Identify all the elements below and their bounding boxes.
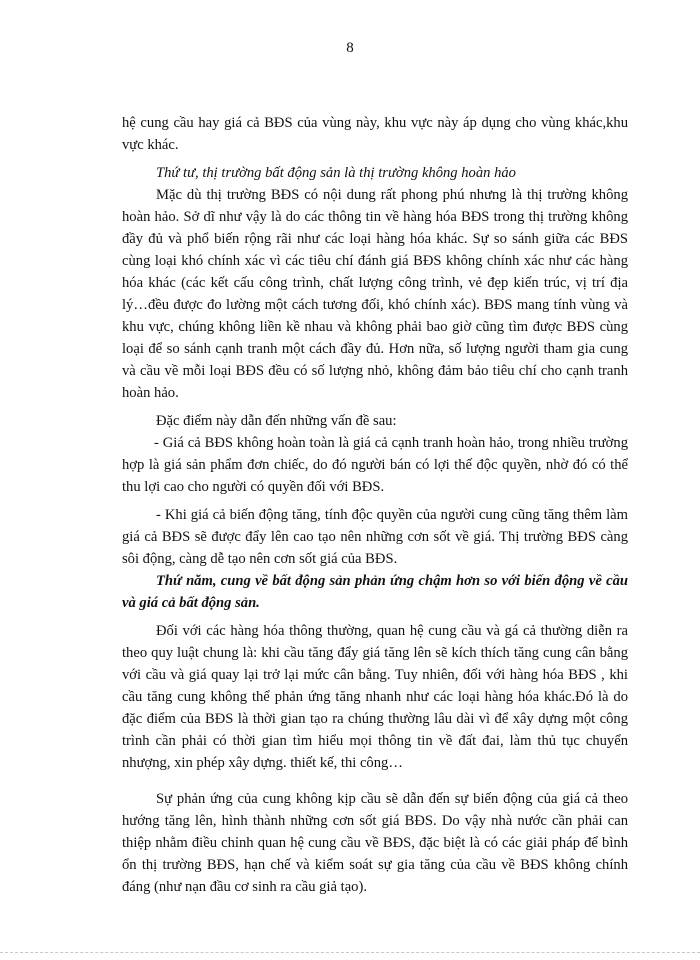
section-heading-fifth: Thứ năm, cung về bất động sản phản ứng chậm hơn so với biến động về cầu và giá cả bất động sản. xyxy=(122,573,628,611)
section-heading-fourth: Thứ tư, thị trường bất động sản là thị trường không hoàn hảo xyxy=(156,165,516,181)
document-body xyxy=(122,112,628,898)
paragraph-state-intervention: Sự phản ứng của cung không kịp cầu sẽ dẫn đến sự biến động của giá cả theo hướng tăng lên, hình thành những cơn sốt giá BĐS. Do vậy nhà nước cần phải can thiệp nhằm điều chỉnh quan hệ cung cầu về BĐS, đặc biệt là có các giải pháp để bình ổn thị trường BĐS, hạn chế và kiểm soát sự gia tăng của cầu về BĐS không chính đáng (như nạn đầu cơ sinh ra cầu giả tạo). xyxy=(122,791,628,895)
page-bottom-rule xyxy=(0,952,700,953)
paragraph-continuation: hệ cung cầu hay giá cả BĐS của vùng này, khu vực này áp dụng cho vùng khác,khu vực khác. xyxy=(122,115,628,153)
paragraph-supply-response: Đối với các hàng hóa thông thường, quan hệ cung cầu và gá cả thường diễn ra theo quy luật chung là: khi cầu tăng đẩy giá tăng lên sẽ kích thích tăng cung cân bằng với cầu và giá quay lại trở lại mức cân bằng. Tuy nhiên, đối với hàng hóa BĐS , khi cầu tăng cung không thể phản ứng tăng nhanh như các loại hàng hóa khác.Đó là do đặc điểm của BĐS là thời gian tạo ra chúng thường lâu dài vì để xây dựng một công trình cần phải có thời gian tìm hiểu mọi thông tin về đất đai, làm thủ tục chuyển nhượng, xin phép xây dựng. thiết kế, thi công… xyxy=(122,623,628,771)
bullet-monopoly-price: - Giá cả BĐS không hoàn toàn là giá cả cạnh tranh hoàn hảo, trong nhiều trường hợp là giá sản phẩm đơn chiếc, do đó người bán có lợi thế độc quyền, nhờ đó có thể thu lợi cao cho người có quyền đối với BĐS. xyxy=(122,435,628,495)
paragraph-imperfect-market: Mặc dù thị trường BĐS có nội dung rất phong phú nhưng là thị trường không hoàn hảo. Sở dĩ như vậy là do các thông tin về hàng hóa BĐS trong thị trường không đầy đủ và phổ biến rộng rãi như các loại hàng hóa khác. Sự so sánh giữa các BĐS cùng loại khó chính xác vì các tiêu chí đánh giá BĐS không chính xác như các hàng hóa khác (các kết cấu công trình, chất lượng công trình, vẻ đẹp kiến trúc, vị trí địa lý…đều được đo lường một cách tương đối, khó chính xác). BĐS mang tính vùng và khu vực, chúng không liền kề nhau và không phải bao giờ cũng tìm được BĐS cùng loại để so sánh cạnh tranh một cách đầy đủ. Hơn nữa, số lượng người tham gia cung và cầu về mỗi loại BĐS đều có số lượng nhỏ, không đảm bảo tiêu chí cho cạnh tranh hoàn hảo. xyxy=(122,187,628,401)
paragraph-consequences-intro: Đặc điểm này dẫn đến những vấn đề sau: xyxy=(156,413,397,429)
page-number: 8 xyxy=(346,40,354,56)
bullet-price-fever: - Khi giá cả biến động tăng, tính độc quyền của người cung cũng tăng thêm làm giá cả BĐS sẽ được đẩy lên cao tạo nên những cơn sốt về giá. Thị trường BĐS càng sôi động, càng dễ tạo nên cơn sốt giá của BĐS. xyxy=(122,507,628,567)
